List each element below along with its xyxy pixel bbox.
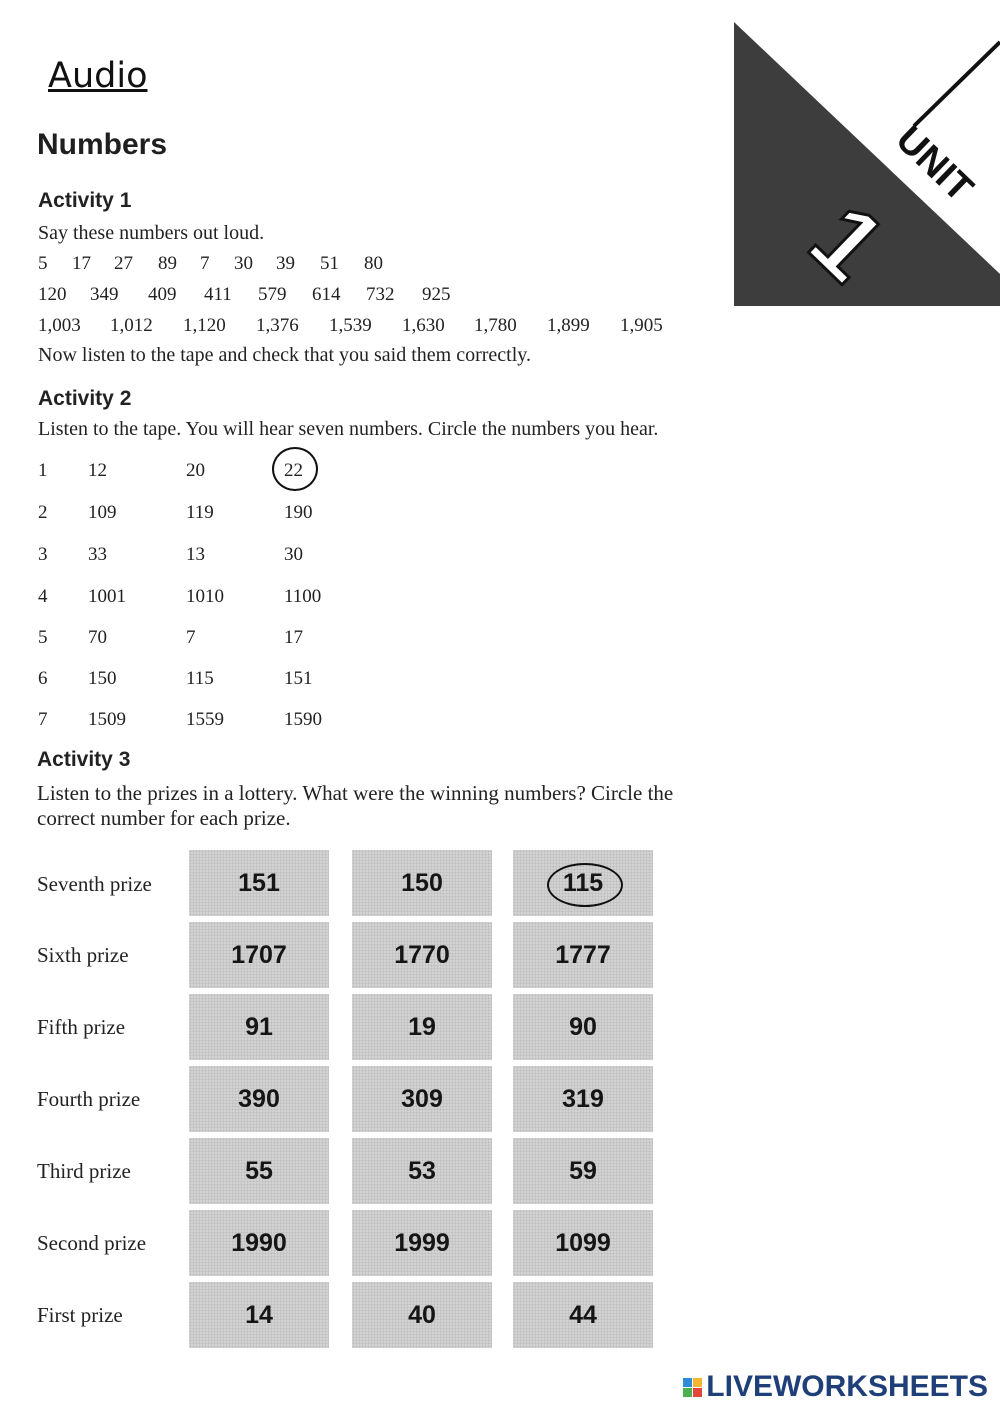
option[interactable]: 1509 xyxy=(88,709,126,730)
brand-logo xyxy=(683,1370,988,1404)
number: 39 xyxy=(276,253,295,274)
number: 614 xyxy=(312,284,341,305)
prize-option[interactable]: 1990 xyxy=(189,1210,329,1276)
prize-table xyxy=(0,846,700,1356)
option[interactable]: 1001 xyxy=(88,586,126,607)
option[interactable]: 33 xyxy=(88,544,107,565)
prize-label: Fifth prize xyxy=(37,1015,126,1039)
option[interactable]: 1559 xyxy=(186,709,224,730)
prize-option[interactable]: 59 xyxy=(513,1138,653,1204)
number: 80 xyxy=(364,253,383,274)
answer-circle xyxy=(547,863,623,907)
prize-option[interactable]: 55 xyxy=(189,1138,329,1204)
activity3-instruction-line2: correct number for each prize. xyxy=(37,806,291,830)
prize-option[interactable]: 390 xyxy=(189,1066,329,1132)
prize-label: Sixth prize xyxy=(37,943,129,967)
prize-label: Second prize xyxy=(37,1231,147,1255)
option[interactable]: 22 xyxy=(284,460,303,481)
prize-option[interactable]: 1099 xyxy=(513,1210,653,1276)
option[interactable]: 190 xyxy=(284,502,313,523)
item-number: 5 xyxy=(38,627,48,648)
prize-label: Third prize xyxy=(37,1159,131,1183)
audio-link[interactable]: Audio xyxy=(48,56,148,96)
activity3-instruction-line1: Listen to the prizes in a lottery. What were the winning numbers? Circle the xyxy=(37,781,674,805)
item-number: 2 xyxy=(38,502,48,523)
prize-option[interactable]: 53 xyxy=(352,1138,492,1204)
activity1-followup: Now listen to the tape and check that you said them correctly. xyxy=(38,344,531,366)
option[interactable]: 119 xyxy=(186,502,214,523)
brand-name: LIVEWORKSHEETS xyxy=(706,1370,988,1403)
number: 30 xyxy=(234,253,253,274)
prize-option[interactable]: 115 xyxy=(513,850,653,916)
prize-option[interactable]: 1707 xyxy=(189,922,329,988)
option[interactable]: 1100 xyxy=(284,586,322,607)
activity2-list xyxy=(38,460,358,740)
item-number: 3 xyxy=(38,544,48,565)
unit-badge xyxy=(734,22,1000,306)
prize-label: Seventh prize xyxy=(37,872,152,896)
item-number: 4 xyxy=(38,586,48,607)
prize-option[interactable]: 91 xyxy=(189,994,329,1060)
option[interactable]: 1010 xyxy=(186,586,224,607)
option[interactable]: 70 xyxy=(88,627,107,648)
option[interactable]: 151 xyxy=(284,668,313,689)
option[interactable]: 7 xyxy=(186,627,196,648)
answer-circle xyxy=(272,447,318,491)
prize-option[interactable]: 90 xyxy=(513,994,653,1060)
prize-option[interactable]: 319 xyxy=(513,1066,653,1132)
option[interactable]: 12 xyxy=(88,460,107,481)
prize-label: Fourth prize xyxy=(37,1087,141,1111)
number: 1,539 xyxy=(329,315,372,336)
option[interactable]: 109 xyxy=(88,502,117,523)
prize-option[interactable]: 19 xyxy=(352,994,492,1060)
number: 579 xyxy=(258,284,287,305)
activity1-heading: Activity 1 xyxy=(38,189,132,212)
prize-label: First prize xyxy=(37,1303,123,1327)
activity2-instruction: Listen to the tape. You will hear seven numbers. Circle the numbers you hear. xyxy=(38,418,659,440)
number: 732 xyxy=(366,284,395,305)
prize-option[interactable]: 151 xyxy=(189,850,329,916)
item-number: 7 xyxy=(38,709,48,730)
number: 7 xyxy=(200,253,210,274)
number: 1,003 xyxy=(38,315,81,336)
prize-option[interactable]: 44 xyxy=(513,1282,653,1348)
unit-label: UNIT xyxy=(887,118,981,211)
option[interactable]: 1590 xyxy=(284,709,322,730)
prize-option[interactable]: 1770 xyxy=(352,922,492,988)
prize-option[interactable]: 150 xyxy=(352,850,492,916)
number: 1,012 xyxy=(110,315,153,336)
option[interactable]: 17 xyxy=(284,627,303,648)
option[interactable]: 30 xyxy=(284,544,303,565)
liveworksheets-logo-icon xyxy=(683,1378,702,1397)
item-number: 6 xyxy=(38,668,48,689)
number: 89 xyxy=(158,253,177,274)
number: 1,905 xyxy=(620,315,663,336)
option[interactable]: 13 xyxy=(186,544,205,565)
unit-number: 1 xyxy=(788,183,907,303)
number: 27 xyxy=(114,253,133,274)
activity1-row-1 xyxy=(38,253,738,277)
activity1-row-2 xyxy=(38,284,738,308)
option[interactable]: 115 xyxy=(186,668,214,689)
activity1-instruction: Say these numbers out loud. xyxy=(38,222,265,244)
number: 411 xyxy=(204,284,232,305)
unit-line xyxy=(914,42,1000,126)
number: 925 xyxy=(422,284,451,305)
page-title: Numbers xyxy=(37,128,168,161)
number: 5 xyxy=(38,253,48,274)
number: 349 xyxy=(90,284,119,305)
number: 1,120 xyxy=(183,315,226,336)
option[interactable]: 150 xyxy=(88,668,117,689)
activity1-row-3 xyxy=(38,315,738,339)
activity2-heading: Activity 2 xyxy=(38,387,132,410)
prize-option[interactable]: 14 xyxy=(189,1282,329,1348)
prize-option[interactable]: 40 xyxy=(352,1282,492,1348)
number: 1,376 xyxy=(256,315,299,336)
number: 1,899 xyxy=(547,315,590,336)
number: 1,630 xyxy=(402,315,445,336)
item-number: 1 xyxy=(38,460,48,481)
number: 120 xyxy=(38,284,67,305)
prize-option[interactable]: 1999 xyxy=(352,1210,492,1276)
option[interactable]: 20 xyxy=(186,460,205,481)
activity3-heading: Activity 3 xyxy=(37,748,131,771)
number: 1,780 xyxy=(474,315,517,336)
number: 409 xyxy=(148,284,177,305)
number: 51 xyxy=(320,253,339,274)
number: 17 xyxy=(72,253,91,274)
prize-option[interactable]: 309 xyxy=(352,1066,492,1132)
prize-option[interactable]: 1777 xyxy=(513,922,653,988)
